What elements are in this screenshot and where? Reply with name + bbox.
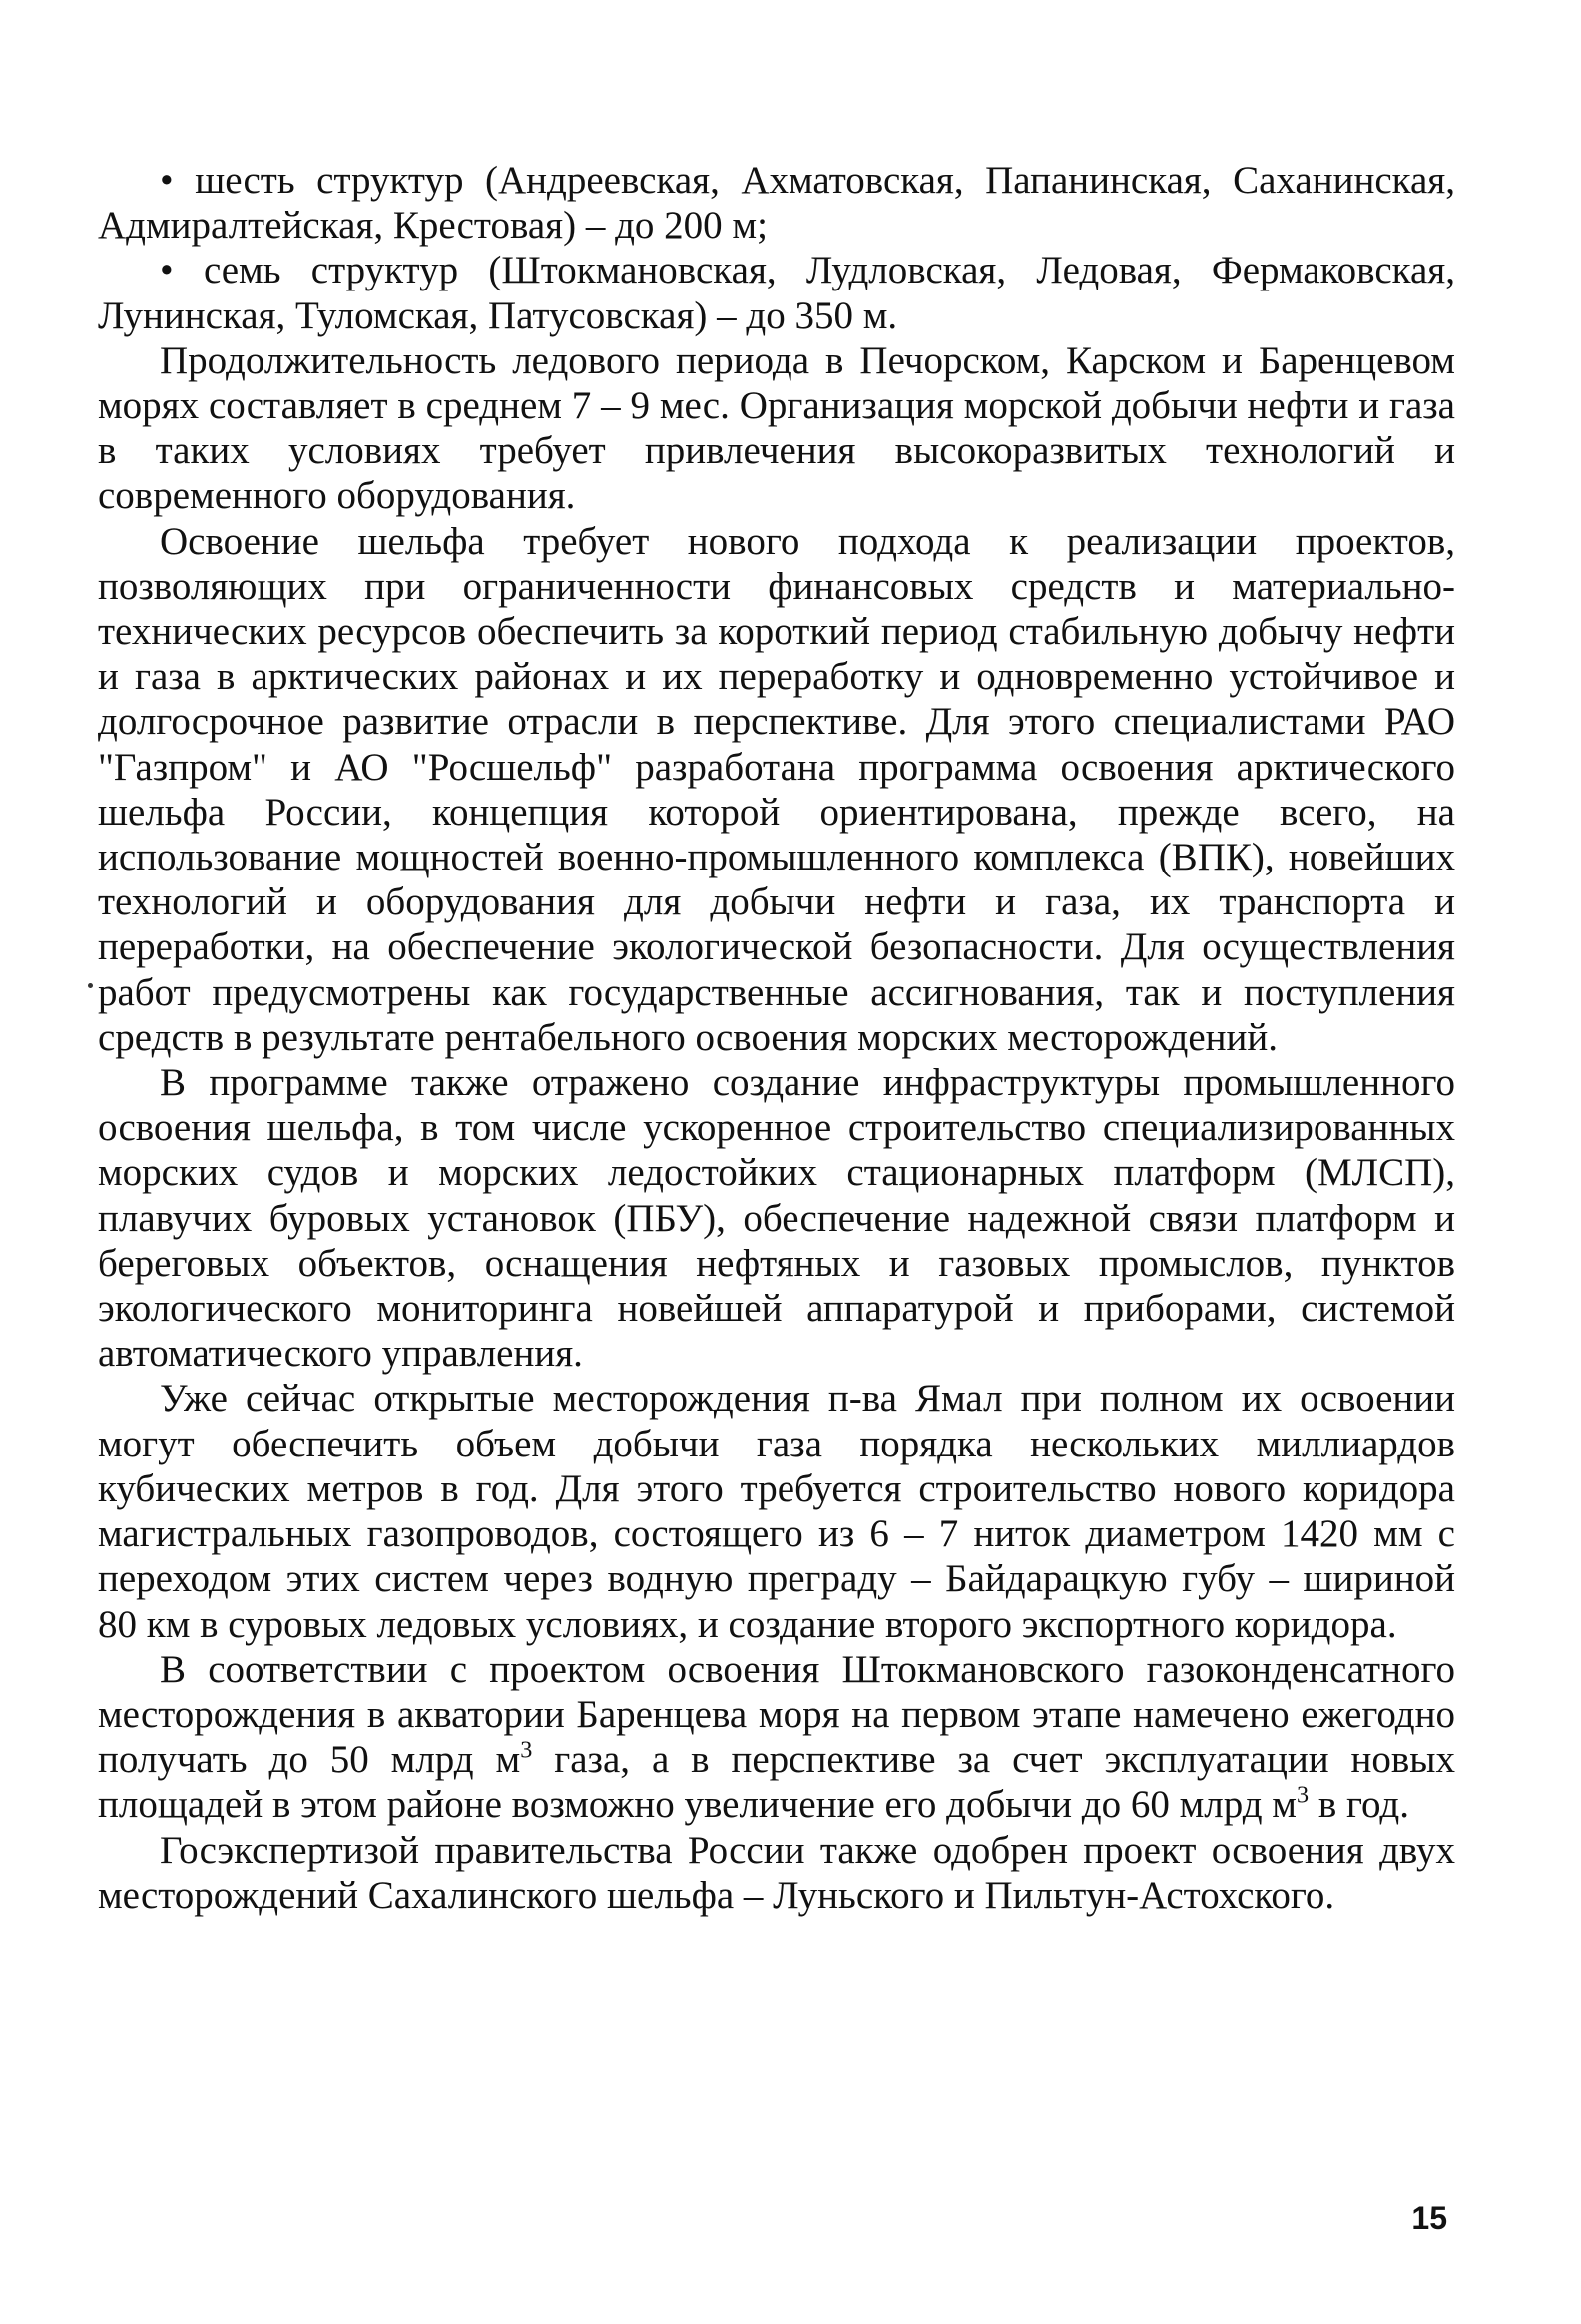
shtokman-text-2: газа, а в перспективе за счет эксплуатации новых площадей в этом районе возможно увеличение его добычи до 60 млрд м xyxy=(98,1738,1455,1827)
paragraph-sakhalin: Госэкспертизой правительства России также одобрен проект освоения двух месторождений Сахалинского шельфа – Луньского и Пильтун-Астохского. xyxy=(98,1828,1455,1917)
bullet-text: шесть структур (Андреевская, Ахматовская, Папанинская, Саханинская, Адмиралтейская, Крестовая) – до 200 м; xyxy=(98,159,1455,248)
bullet-marker: • xyxy=(160,159,174,202)
margin-dot xyxy=(88,983,93,988)
bullet-marker: • xyxy=(160,249,174,292)
paragraph-yamal: Уже сейчас открытые месторождения п-ва Ямал при полном их освоении могут обеспечить объем добычи газа порядка нескольких миллиардов кубических метров в год. Для этого требуется строительство нового коридора магистральных газопроводов, состоящего из 6 – 7 ниток диаметром 1420 мм с переходом этих систем через водную преграду – Байдарацкую губу – шириной 80 км в суровых ледовых условиях, и создание второго экспортного коридора. xyxy=(98,1377,1455,1646)
bullet-item-2 xyxy=(98,248,1455,337)
shtokman-text-3: в год. xyxy=(1309,1783,1409,1827)
page-number: 15 xyxy=(1411,2200,1447,2236)
bullet-text: семь структур (Штокмановская, Лудловская, Ледовая, Фермаковская, Лунинская, Туломская, Патусовская) – до 350 м. xyxy=(98,249,1455,337)
paragraph-shelf-development: Освоение шельфа требует нового подхода к реализации проектов, позволяющих при ограниченности финансовых средств и материально-технических ресурсов обеспечить за короткий период стабильную добычу нефти и газа в арктических районах и их переработку и одновременно устойчивое и долгосрочное развитие отрасли в перспективе. Для этого специалистами РАО "Газпром" и АО "Росшельф" разработана программа освоения арктического шельфа России, концепция которой ориентирована, прежде всего, на использование мощностей военно-промышленного комплекса (ВПК), новейших технологий и оборудования для добычи нефти и газа, их транспорта и переработки, на обеспечение экологической безопасности. Для осуществления работ предусмотрены как государственные ассигнования, так и поступления средств в результате рентабельного освоения морских месторождений. xyxy=(98,519,1455,1059)
body-text xyxy=(98,158,1455,1918)
paragraph-shtokman xyxy=(98,1647,1455,1828)
paragraph-ice-period: Продолжительность ледового периода в Печорском, Карском и Баренцевом морях составляет в среднем 7 – 9 мес. Организация морской добычи нефти и газа в таких условиях требует привлечения высокоразвитых технологий и современного оборудования. xyxy=(98,338,1455,518)
superscript-3: 3 xyxy=(1296,1781,1310,1809)
paragraph-infrastructure: В программе также отражено создание инфраструктуры промышленного освоения шельфа, в том числе ускоренное строительство специализированных морских судов и морских ледостойких стационарных платформ (МЛСП), плавучих буровых установок (ПБУ), обеспечение надежной связи платформ и береговых объектов, оснащения нефтяных и газовых промыслов, пунктов экологического мониторинга новейшей аппаратурой и приборами, системой автоматического управления. xyxy=(98,1061,1455,1376)
shtokman-text-1: В соответствии с проектом освоения Штокмановского газоконденсатного месторождения в акватории Баренцева моря на первом этапе намечено ежегодно получать до 50 млрд м xyxy=(98,1647,1455,1782)
bullet-item-1 xyxy=(98,158,1455,248)
superscript-3: 3 xyxy=(520,1736,533,1764)
